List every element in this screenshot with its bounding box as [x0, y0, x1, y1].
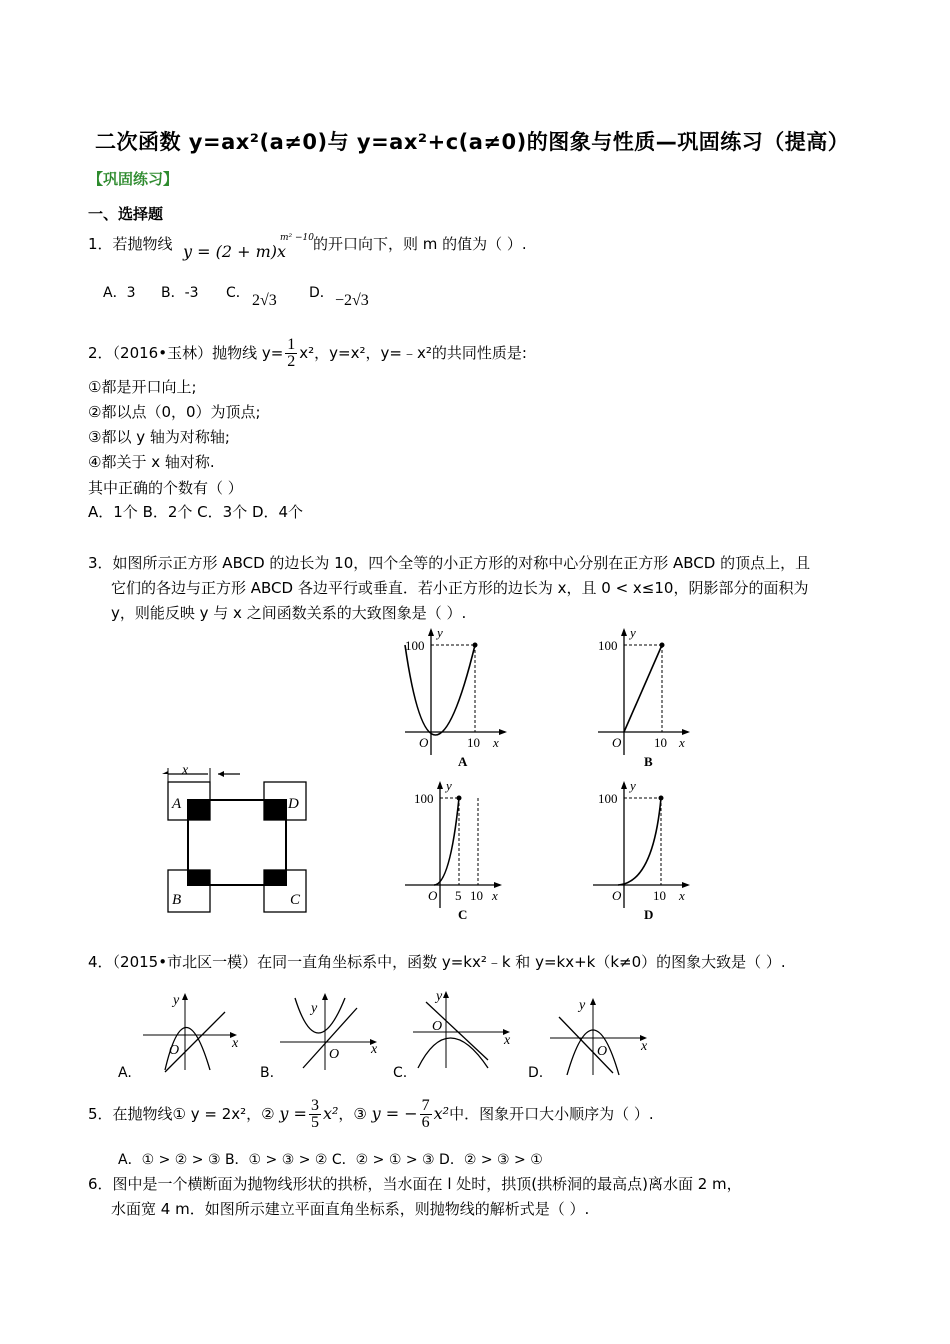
q5-f2-den: 5	[310, 1114, 319, 1131]
q2-item-1: ①都是开口向上;	[88, 378, 197, 396]
q1-exponent: m² −10	[280, 233, 314, 243]
x-axis-label: x	[679, 888, 685, 903]
q1-suffix: 的开口向下，则 m 的值为（ ）.	[313, 235, 527, 253]
y-axis-label: y	[579, 998, 586, 1013]
q3-line-1: 3．如图所示正方形 ABCD 的边长为 10，四个全等的小正方形的对称中心分别在正方形 ABCD 的顶点上，且	[88, 554, 811, 572]
q2-frac-num: 1	[287, 336, 296, 353]
x-tick: 10	[653, 888, 666, 903]
q5-f2-lhs: y =	[279, 1104, 307, 1123]
graph-label: A	[458, 754, 468, 769]
q4-graph-b	[275, 990, 385, 1075]
q5-f2-num: 3	[310, 1097, 319, 1114]
q4-graph-d	[545, 995, 655, 1080]
x-tick: 10	[467, 735, 480, 750]
q2-item-3: ③都以 y 轴为对称轴;	[88, 428, 230, 446]
q5-f3-lhs: y = −	[371, 1104, 418, 1123]
x-tick: 10	[470, 888, 483, 903]
curve	[434, 798, 459, 885]
q4-label-a: A.	[118, 1065, 132, 1081]
q1-prefix: 1．若抛物线	[88, 235, 173, 253]
x-label: x	[182, 763, 189, 778]
q2-item-2: ②都以点（0，0）为顶点;	[88, 403, 261, 421]
x-axis-label: x	[371, 1042, 378, 1057]
section-tag: 【巩固练习】	[88, 170, 179, 188]
x-axis-label: x	[492, 888, 498, 903]
q1-option-d: D．	[309, 285, 334, 301]
q6-line-1: 6．图中是一个横断面为抛物线形状的拱桥，当水面在 l 处时，拱顶(拱桥洞的最高点)离水面 2 m，	[88, 1175, 742, 1193]
q5-f3-den: 6	[421, 1114, 430, 1131]
parabola	[295, 998, 345, 1033]
q2-frac-den: 2	[287, 353, 296, 370]
ymax-label: 100	[405, 638, 425, 653]
q5-f2-fraction	[309, 1098, 321, 1131]
q5-options: A．① > ② > ③ B．① > ③ > ② C．② > ① > ③ D．② > ③ > ①	[118, 1152, 543, 1168]
q5-f2-tail: x²	[322, 1104, 339, 1123]
origin-label: O	[329, 1047, 340, 1062]
q6-line-2: 水面宽 4 m．如图所示建立平面直角坐标系，则抛物线的解析式是（ ）.	[111, 1200, 590, 1218]
q4-graph-c	[408, 988, 518, 1073]
q5-f3-num: 7	[421, 1097, 430, 1114]
parabola	[418, 1038, 488, 1068]
q4-label-c: C.	[393, 1065, 408, 1081]
y-axis-label: y	[437, 625, 443, 640]
q2-after-fraction: x²，y=x²，y=﹣x²的共同性质是:	[299, 344, 527, 362]
q2-fraction	[285, 337, 297, 370]
q5-prefix: 5．在抛物线① y = 2x²，②	[88, 1105, 275, 1123]
q1-option-d-value: −2√3	[335, 292, 369, 309]
curve	[624, 645, 662, 732]
q3-line-2: 它们的各边与正方形 ABCD 各边平行或垂直．若小正方形的边长为 x，且 0 < x≤10，阴影部分的面积为	[111, 579, 809, 597]
x-axis-label: x	[493, 735, 499, 750]
q3-square-figure	[160, 762, 310, 922]
graph-label: D	[644, 907, 654, 922]
ymax-label: 100	[414, 791, 434, 806]
y-axis-label: y	[436, 989, 443, 1004]
q1-option-a: A．3	[103, 285, 136, 301]
ymax-label: 100	[598, 791, 618, 806]
q5-sep: ，③	[338, 1105, 367, 1123]
q3-graph-b	[588, 625, 708, 770]
label-d: D	[288, 796, 299, 812]
y-axis-label: y	[311, 1001, 318, 1016]
y-axis-label: y	[630, 625, 636, 640]
q3-line-3: y，则能反映 y 与 x 之间函数关系的大致图象是（ ）.	[111, 604, 467, 622]
ymax-label: 100	[598, 638, 618, 653]
x-axis-label: x	[232, 1036, 239, 1051]
x-axis-label: x	[504, 1033, 511, 1048]
section-heading: 一、选择题	[88, 205, 164, 223]
origin-label: O	[428, 888, 438, 903]
q5-f3-fraction	[420, 1098, 432, 1131]
x-axis-label: x	[679, 735, 685, 750]
y-axis-label: y	[446, 778, 452, 793]
origin-label: O	[597, 1044, 608, 1059]
origin-label: O	[612, 735, 622, 750]
y-axis-label: y	[173, 993, 180, 1008]
graph-label: B	[644, 754, 653, 769]
q2-question: 其中正确的个数有（ ）	[88, 479, 243, 497]
x-axis-label: x	[641, 1039, 648, 1054]
q3-graph-a	[395, 625, 515, 770]
q3-graph-c	[400, 778, 520, 923]
q4-text: 4．（2015•市北区一模）在同一直角坐标系中，函数 y=kx²﹣k 和 y=kx+k（k≠0）的图象大致是（ ）.	[88, 953, 786, 971]
q4-label-b: B.	[260, 1065, 275, 1081]
q2-item-4: ④都关于 x 轴对称.	[88, 453, 215, 471]
q3-graph-d	[588, 778, 708, 923]
q5-f3-tail: x²	[433, 1104, 450, 1123]
origin-label: O	[432, 1019, 443, 1034]
graph-label: C	[458, 907, 468, 922]
q4-graph-a	[135, 990, 245, 1075]
origin-label: O	[169, 1043, 180, 1058]
q4-label-d: D.	[528, 1065, 544, 1081]
label-b: B	[172, 892, 182, 908]
q2-prefix: 2．（2016•玉林）抛物线 y=	[88, 344, 284, 362]
q1-formula: y = (2 + m)x	[183, 242, 287, 261]
label-c: C	[290, 892, 301, 908]
q2-options: A．1个 B．2个 C．3个 D．4个	[88, 503, 304, 521]
origin-label: O	[612, 888, 622, 903]
x-tick: 5	[455, 888, 462, 903]
y-axis-label: y	[630, 778, 636, 793]
origin-label: O	[419, 735, 429, 750]
page-title: 二次函数 y=ax²(a≠0)与 y=ax²+c(a≠0)的图象与性质—巩固练习（提高）	[95, 130, 850, 154]
x-tick: 10	[654, 735, 667, 750]
curve	[405, 645, 475, 735]
q5-suffix: 中．图象开口大小顺序为（ ）.	[449, 1105, 654, 1123]
q1-option-c-value: 2√3	[252, 292, 277, 309]
label-a: A	[172, 796, 182, 812]
q1-option-b: B．-3	[161, 285, 199, 301]
q1-option-c: C．	[226, 285, 250, 301]
